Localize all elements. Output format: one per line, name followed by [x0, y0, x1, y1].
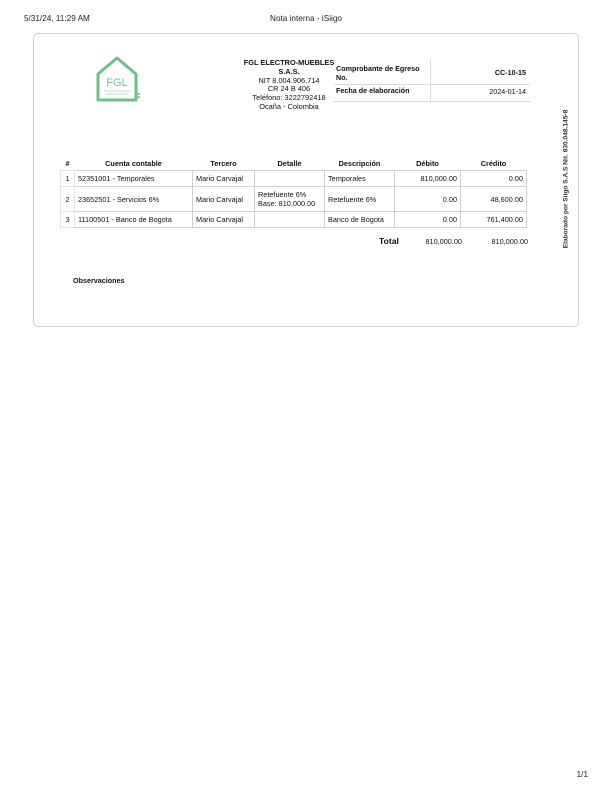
doc-date-row — [334, 85, 530, 102]
table-row — [61, 171, 527, 187]
row-cuenta: 11100501 - Banco de Bogota — [75, 212, 193, 228]
row-tercero: Mario Carvajal — [193, 171, 255, 187]
table-header-row — [61, 156, 527, 171]
doc-date: 2024-01-14 — [489, 87, 526, 96]
row-detalle-line1: Retefuente 6% — [258, 190, 307, 199]
company-address: CR 24 B 406 — [267, 84, 311, 94]
row-credito: 761,400.00 — [461, 212, 527, 228]
row-debito: 0.00 — [395, 212, 461, 228]
row-cuenta: 23652501 - Servicios 6% — [75, 187, 193, 212]
col-header-detalle: Detalle — [277, 158, 302, 168]
col-header-tercero: Tercero — [210, 158, 237, 168]
doc-number: CC-10-15 — [494, 68, 526, 77]
doc-date-label: Fecha de elaboración — [336, 86, 410, 95]
row-detalle — [255, 212, 325, 228]
row-credito: 48,600.00 — [461, 187, 527, 212]
col-header-debito: Débito — [416, 158, 439, 168]
siigo-side-note: Elaborado por Siigo S.A.S Nit. 830.048.145-8 — [562, 109, 570, 249]
company-logo — [94, 54, 140, 104]
row-debito: 810,000.00 — [395, 171, 461, 187]
total-label: Total — [379, 236, 399, 246]
total-debito: 810,000.00 — [425, 237, 462, 246]
accounting-entries-table — [60, 156, 527, 228]
table-row — [61, 212, 527, 228]
document-info-box — [334, 60, 530, 102]
row-descripcion: Temporales — [325, 171, 395, 187]
voucher-card — [33, 33, 579, 327]
row-debito: 0.00 — [395, 187, 461, 212]
col-header-index: # — [65, 158, 70, 168]
company-nit: NIT 8.004.906.714 — [258, 75, 320, 85]
row-credito: 0.00 — [461, 171, 527, 187]
company-name: FGL ELECTRO-MUEBLES S.A.S. — [243, 58, 335, 76]
doc-type-label: Comprobante de Egreso No. — [336, 64, 420, 82]
company-info — [239, 59, 339, 112]
row-detalle — [255, 187, 325, 212]
row-tercero: Mario Carvajal — [193, 212, 255, 228]
row-descripcion: Retefuente 6% — [325, 187, 395, 212]
row-tercero: Mario Carvajal — [193, 187, 255, 212]
row-detalle — [255, 171, 325, 187]
observations-label: Observaciones — [73, 276, 125, 285]
print-header — [24, 14, 588, 26]
row-index: 3 — [61, 212, 75, 228]
row-detalle-line2: Base: 810,000.00 — [258, 199, 316, 208]
print-timestamp: 5/31/24, 11:29 AM — [24, 14, 90, 23]
col-header-credito: Crédito — [480, 158, 507, 168]
col-header-descripcion: Descripción — [338, 158, 381, 168]
row-descripcion: Banco de Bogota — [325, 212, 395, 228]
row-index: 1 — [61, 171, 75, 187]
doc-number-row — [334, 60, 530, 85]
table-row — [61, 187, 527, 212]
company-city: Ocaña - Colombia — [259, 101, 319, 111]
total-credito: 810,000.00 — [491, 237, 528, 246]
logo-text: FGL — [106, 77, 128, 89]
page-number: 1/1 — [576, 770, 588, 779]
row-cuenta: 52351001 - Temporales — [75, 171, 193, 187]
company-phone: Teléfono: 3222792418 — [252, 93, 326, 103]
row-index: 2 — [61, 187, 75, 212]
col-header-cuenta: Cuenta contable — [105, 158, 162, 168]
print-title: Nota interna - iSiigo — [270, 14, 342, 23]
